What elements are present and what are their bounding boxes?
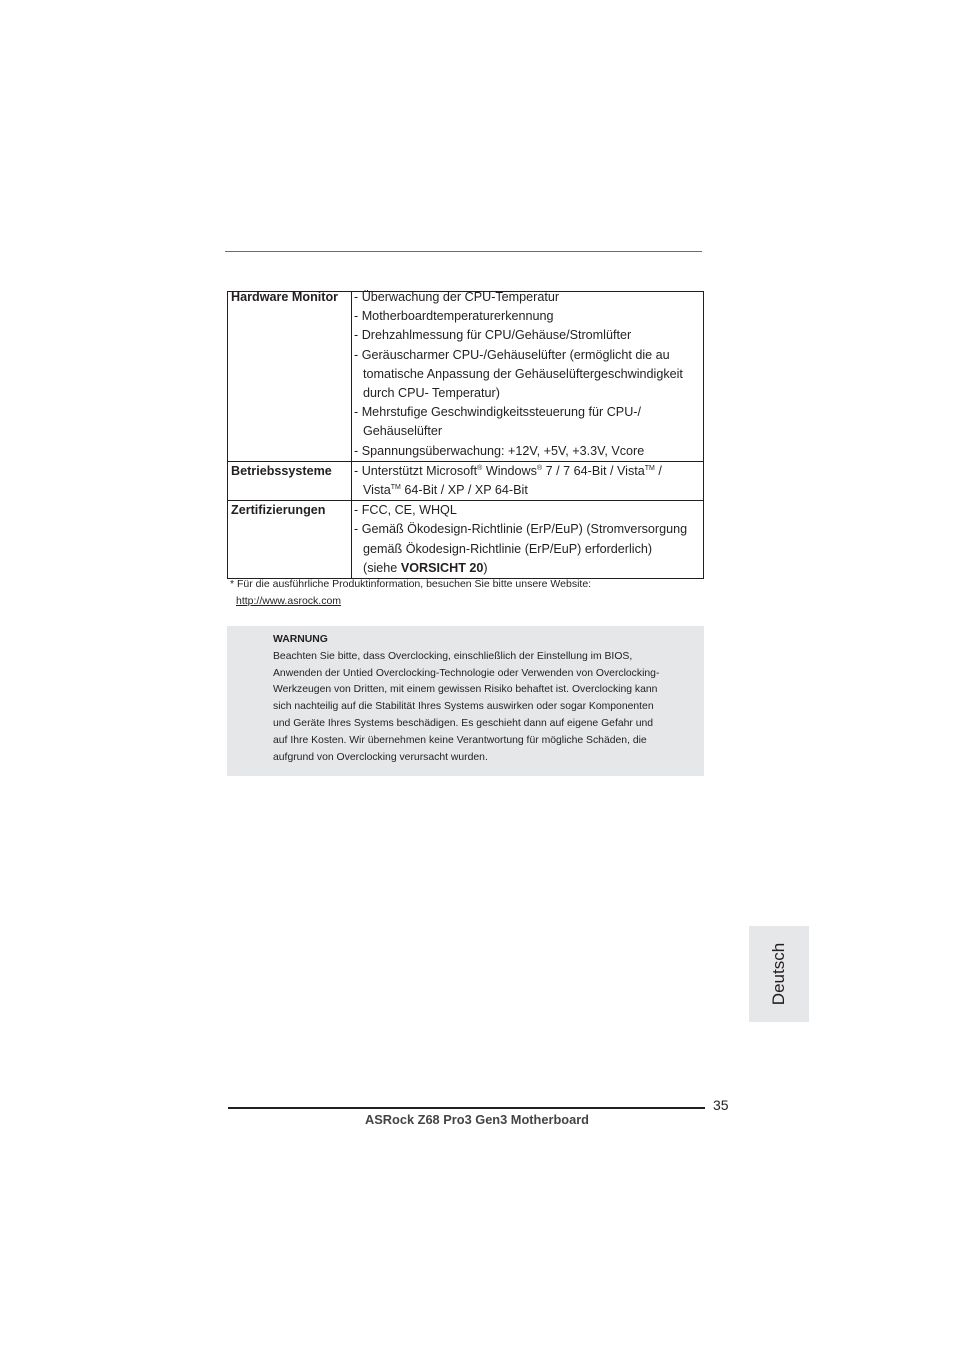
top-rule bbox=[225, 251, 702, 252]
spec-line: - Motherboardtemperaturerkennung bbox=[354, 309, 554, 324]
os-text: 7 / 7 64-Bit / Vista bbox=[542, 463, 645, 478]
warning-line: Werkzeugen von Dritten, mit einem gewissen Risiko behaftet ist. Overclocking kann bbox=[273, 684, 658, 696]
language-tab-label: Deutsch bbox=[769, 942, 788, 1006]
row-label-text: Hardware Monitor bbox=[231, 290, 339, 304]
row-value bbox=[352, 292, 704, 462]
os-text: Vista bbox=[363, 483, 391, 498]
spec-line: - FCC, CE, WHQL bbox=[354, 503, 457, 518]
row-value bbox=[352, 501, 704, 579]
warning-title: WARNUNG bbox=[273, 634, 328, 645]
footnote-text: * Für die ausführliche Produktinformation, besuchen Sie bitte unsere Website: bbox=[230, 578, 592, 590]
spec-line: durch CPU- Temperatur) bbox=[363, 386, 500, 401]
spec-line: - Drehzahlmessung für CPU/Gehäuse/Stromlüfter bbox=[354, 328, 632, 343]
bottom-rule bbox=[228, 1107, 705, 1109]
registered-mark: ® bbox=[477, 464, 483, 472]
row-label bbox=[228, 461, 352, 500]
footer-title: ASRock Z68 Pro3 Gen3 Motherboard bbox=[365, 1112, 589, 1127]
spec-line: - Überwachung der CPU-Temperatur bbox=[354, 290, 560, 304]
warning-line: aufgrund von Overclocking verursacht wurden. bbox=[273, 751, 488, 763]
page-number: 35 bbox=[713, 1097, 729, 1113]
registered-mark: ® bbox=[536, 464, 543, 472]
os-text: - Unterstützt Microsoft bbox=[354, 463, 478, 478]
spec-text: (siehe bbox=[363, 560, 401, 575]
spec-line: - Mehrstufige Geschwindigkeitssteuerung für CPU-/ bbox=[354, 405, 641, 420]
row-label bbox=[228, 292, 352, 462]
os-text: 64-Bit / XP / XP 64-Bit bbox=[400, 483, 528, 498]
row-label-text: Zertifizierungen bbox=[231, 503, 326, 518]
website-link[interactable]: http://www.asrock.com bbox=[236, 595, 342, 607]
warning-line: Beachten Sie bitte, dass Overclocking, einschließlich der Einstellung im BIOS, bbox=[273, 650, 633, 662]
warning-line: sich nachteilig auf die Stabilität Ihres Systems auswirken oder sogar Komponenten bbox=[273, 701, 654, 713]
row-label-text: Betriebssysteme bbox=[231, 463, 332, 478]
language-tab bbox=[749, 926, 809, 1022]
table-row-hardware-monitor bbox=[228, 292, 704, 462]
os-text: / bbox=[654, 463, 662, 478]
spec-line: - Spannungsüberwachung: +12V, +5V, +3.3V, Vcore bbox=[354, 443, 645, 458]
warning-line: und Geräte Ihres Systems beschädigen. Es geschieht dann auf eigene Gefahr und bbox=[273, 717, 654, 729]
table-row-zertifizierungen bbox=[228, 501, 704, 579]
warning-line: auf Ihre Kosten. Wir übernehmen keine Verantwortung für mögliche Schäden, die bbox=[273, 734, 647, 746]
spec-line: tomatische Anpassung der Gehäuselüftergeschwindigkeit bbox=[363, 366, 683, 381]
row-label bbox=[228, 501, 352, 579]
spec-line: - Geräuscharmer CPU-/Gehäuselüfter (ermöglicht die au bbox=[354, 347, 670, 362]
spec-text: ) bbox=[483, 560, 488, 575]
trademark-mark: TM bbox=[390, 484, 401, 492]
warning-box bbox=[227, 626, 704, 776]
os-line bbox=[354, 481, 700, 500]
warning-line: Anwenden der Untied Overclocking-Technologie oder Verwenden von Overclocking- bbox=[273, 667, 660, 679]
spec-table bbox=[227, 291, 704, 579]
spec-line: Gehäuselüfter bbox=[363, 424, 443, 439]
footnote bbox=[230, 576, 591, 610]
row-value bbox=[352, 461, 704, 500]
caution-reference: VORSICHT 20 bbox=[400, 560, 484, 575]
os-line bbox=[354, 462, 700, 481]
os-text: Windows bbox=[482, 463, 537, 478]
trademark-mark: TM bbox=[644, 464, 655, 472]
spec-line: gemäß Ökodesign-Richtlinie (ErP/EuP) erforderlich) bbox=[363, 541, 653, 556]
spec-line: - Gemäß Ökodesign-Richtlinie (ErP/EuP) (Stromversorgung bbox=[354, 522, 688, 537]
table-row-betriebssysteme bbox=[228, 461, 704, 500]
warning-content bbox=[273, 632, 698, 766]
